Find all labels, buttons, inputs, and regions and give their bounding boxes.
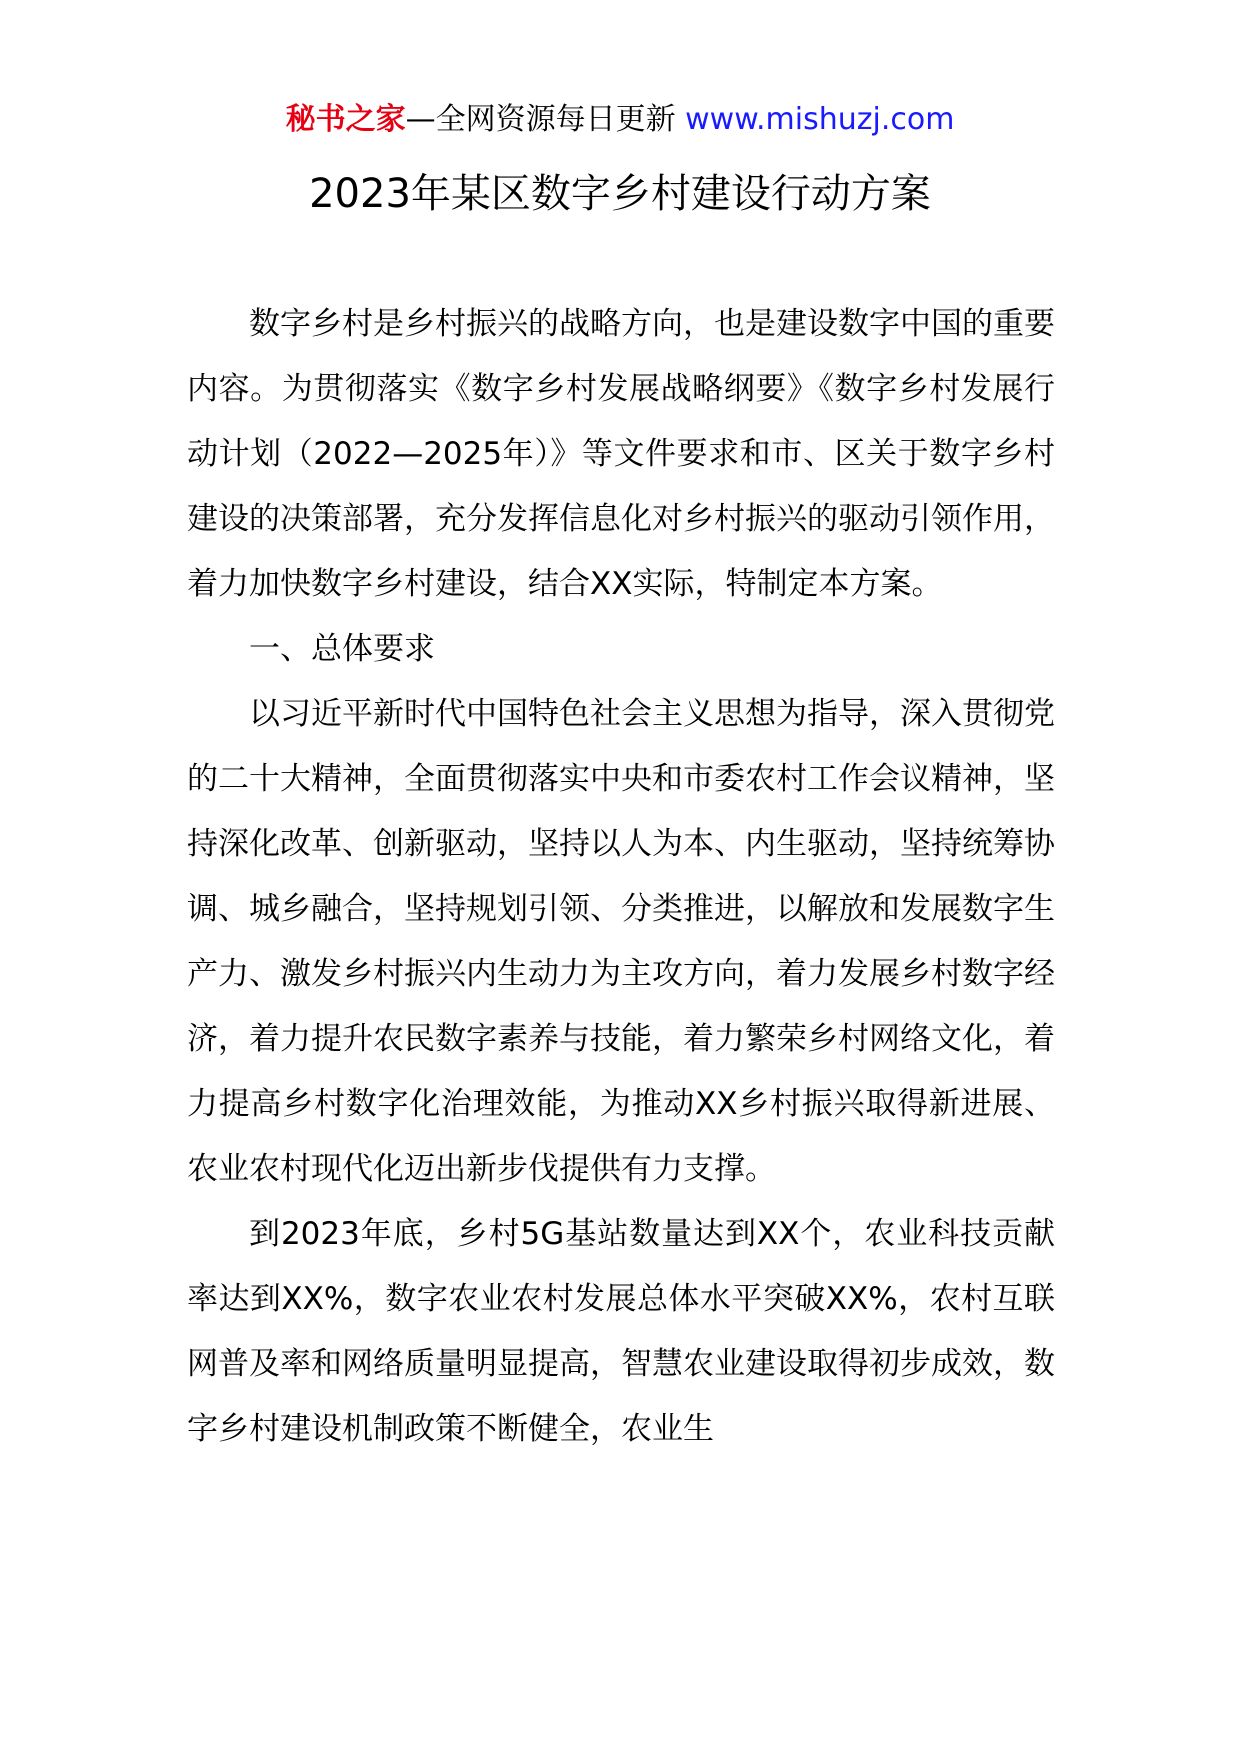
section-heading-general-requirements: 一、总体要求 [249,631,435,667]
guiding-principles-paragraph: 以习近平新时代中国特色社会主义思想为指导，深入贯彻党的二十大精神，全面贯彻落实中央和市委农村工作会议精神，坚持深化改革、创新驱动，坚持以人为本、内生驱动，坚持统筹协调、城乡融合，坚持规划引领、分类推进，以解放和发展数字生产力、激发乡村振兴内生动力为主攻方向，着力发展乡村数字经济，着力提升农民数字素养与技能，着力繁荣乡村网络文化，着力提高乡村数字化治理效能，为推动XX乡村振兴取得新进展、农业农村现代化迈出新步伐提供有力支撑。 [187,696,1055,1187]
site-url-link[interactable]: www.mishuzj.com [685,102,955,137]
site-brand-name: 秘书之家 [285,102,406,137]
document-body [187,292,1055,1462]
targets-paragraph: 到2023年底，乡村5G基站数量达到XX个，农业科技贡献率达到XX%，数字农业农村发展总体水平突破XX%，农村互联网普及率和网络质量明显提高，智慧农业建设取得初步成效，数字乡村建设机制政策不断健全，农业生 [187,1216,1055,1447]
document-title: 2023年某区数字乡村建设行动方案 [309,171,931,217]
site-banner [0,98,1240,142]
intro-paragraph: 数字乡村是乡村振兴的战略方向，也是建设数字中国的重要内容。为贯彻落实《数字乡村发展战略纲要》《数字乡村发展行动计划（2022—2025年）》等文件要求和市、区关于数字乡村建设的决策部署，充分发挥信息化对乡村振兴的驱动引领作用，着力加快数字乡村建设，结合XX实际，特制定本方案。 [187,306,1055,602]
site-tagline: —全网资源每日更新 [405,102,686,137]
